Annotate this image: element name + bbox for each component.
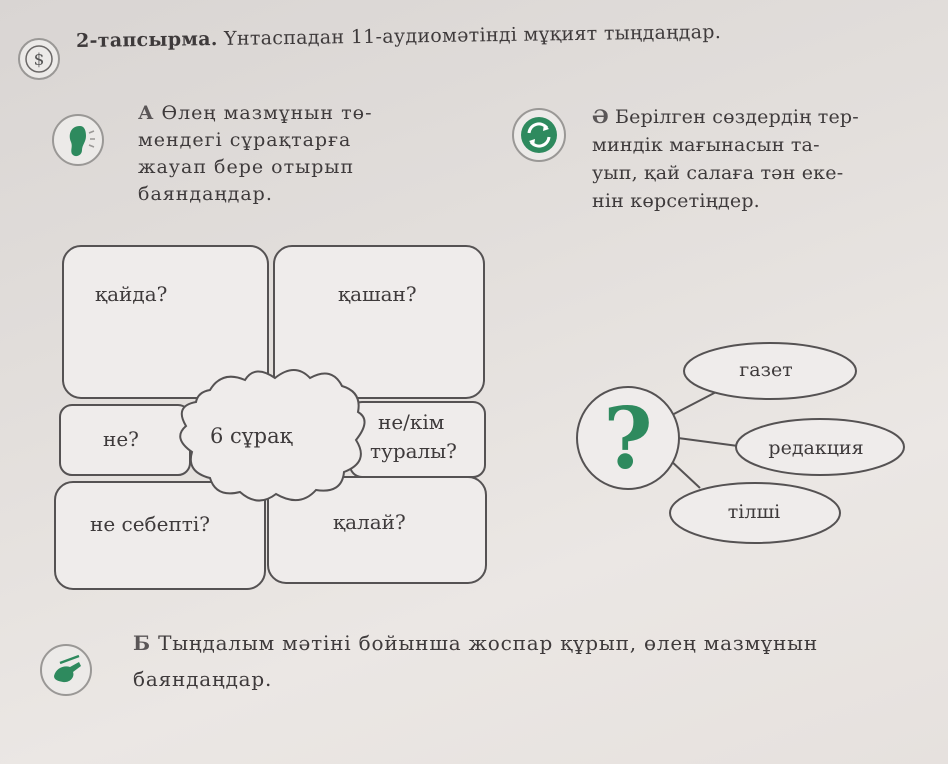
question-about-1: не/кім	[378, 410, 445, 434]
term-3: тілші	[727, 501, 781, 523]
question-center: 6 сұрақ	[210, 424, 293, 448]
section-a-letter: А	[138, 102, 155, 124]
task-heading	[76, 21, 721, 52]
listening-ear-icon	[52, 114, 104, 166]
question-why: не себепті?	[90, 512, 210, 536]
section-b-letter: Б	[133, 631, 151, 655]
refresh-arrows-icon	[512, 108, 566, 162]
section-ae-letter: Ә	[592, 106, 609, 128]
coin-dollar-icon	[18, 38, 60, 80]
svg-text:$: $	[33, 50, 45, 70]
section-ae-text	[592, 103, 859, 215]
section-ae-body: Берілген сөздердің тер- миндік мағынасын та- уып, қай салаға тән еке- нін көрсетіңдер.	[592, 106, 859, 212]
question-what: не?	[103, 427, 139, 451]
writing-hand-icon	[40, 644, 92, 696]
question-where: қайда?	[95, 282, 168, 306]
question-how: қалай?	[333, 510, 406, 534]
box-where	[63, 246, 268, 398]
question-about-2: туралы?	[370, 439, 457, 463]
task-text: Үнтаспадан 11-аудиомәтінді мұқият тыңдаңдар.	[223, 20, 722, 50]
task-number: 2-тапсырма.	[75, 28, 218, 52]
term-1: газет	[739, 359, 793, 381]
section-a-body: Өлең мазмұнын тө- мендегі сұрақтарға жауап бере отырып баяндаңдар.	[138, 102, 373, 205]
terms-diagram	[570, 338, 910, 548]
question-when: қашан?	[338, 282, 417, 306]
question-diagram	[50, 240, 490, 595]
section-b-text	[133, 625, 818, 697]
term-2: редакция	[768, 437, 864, 459]
section-b-body: Тыңдалым мәтіні бойынша жоспар құрып, өлең мазмұнын баяндаңдар.	[133, 631, 819, 691]
section-a-text	[138, 100, 372, 208]
question-mark-icon: ?	[603, 389, 653, 488]
